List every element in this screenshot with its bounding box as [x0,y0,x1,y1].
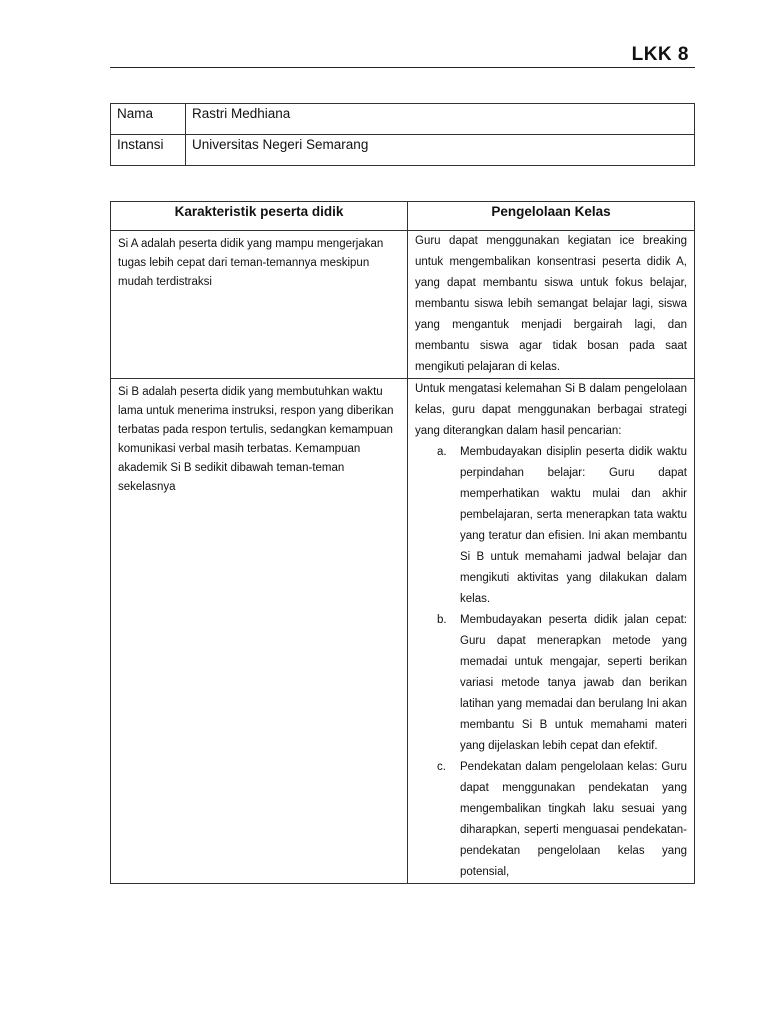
list-item [415,757,687,883]
list-item-text: Membudayakan disiplin peserta didik waktu perpindahan belajar: Guru dapat memperhatikan waktu mulai dan akhir pembelajaran, serta menerapkan tata waktu yang teratur dan efisien. Ini akan membantu Si B untuk memahami jadwal belajar dan mengikuti aktivitas yang dilakukan dalam kelas. [460,446,687,605]
list-item-text: Pendekatan dalam pengelolaan kelas: Guru dapat menggunakan pendekatan yang mengembalikan tingkah laku sesuai yang diharapkan, seperti menguasai pendekatan-pendekatan pengelolaan kelas yang potensial, [460,761,687,878]
list-item [415,610,687,757]
name-value: Rastri Medhiana [186,104,695,135]
karakteristik-si-a: Si A adalah peserta didik yang mampu mengerjakan tugas lebih cepat dari teman-temannya meskipun mudah terdistraksi [111,231,408,379]
pengelolaan-si-b-intro: Untuk mengatasi kelemahan Si B dalam pengelolaan kelas, guru dapat menggunakan berbagai strategi yang diterangkan dalam hasil pencarian: [415,383,687,437]
table-row-si-a [111,231,695,379]
identity-table [110,103,695,166]
pengelolaan-si-a: Guru dapat menggunakan kegiatan ice breaking untuk mengembalikan konsentrasi peserta didik A, yang dapat membantu siswa untuk fokus belajar, membantu siswa lebih semangat belajar lagi, siswa yang mengantuk menjadi bergairah lagi, dan membantu siswa agar tidak bosan pada saat mengikuti pelajaran di kelas. [408,231,695,379]
institution-value: Universitas Negeri Semarang [186,135,695,166]
karakteristik-si-b: Si B adalah peserta didik yang membutuhkan waktu lama untuk menerima instruksi, respon yang diberikan terbatas pada respon tertulis, sedangkan kemampuan komunikasi verbal masih terbatas. Kemampuan akademik Si B sedikit dibawah teman-teman sekelasnya [111,379,408,884]
list-item-text: Membudayakan peserta didik jalan cepat: Guru dapat menerapkan metode yang memadai untuk mengajar, seperti berikan variasi metode tanya jawab dan berikan latihan yang memadai dan berulang Ini akan membantu Si B untuk memahami materi yang dijelaskan lebih cepat dan efektif. [460,614,687,752]
institution-label: Instansi [111,135,186,166]
name-label: Nama [111,104,186,135]
list-marker: a. [437,446,447,458]
list-item [415,442,687,610]
document-title: LKK 8 [631,44,689,65]
list-marker: b. [437,614,447,626]
identity-row-name [111,104,695,135]
list-marker: c. [437,761,446,773]
pengelolaan-si-b [408,379,695,884]
characteristics-table [110,201,695,884]
identity-row-institution [111,135,695,166]
header-pengelolaan: Pengelolaan Kelas [408,202,695,231]
table-row-si-b [111,379,695,884]
table-header-row [111,202,695,231]
strategy-list [415,442,687,883]
header-karakteristik: Karakteristik peserta didik [111,202,408,231]
title-divider [110,67,695,68]
